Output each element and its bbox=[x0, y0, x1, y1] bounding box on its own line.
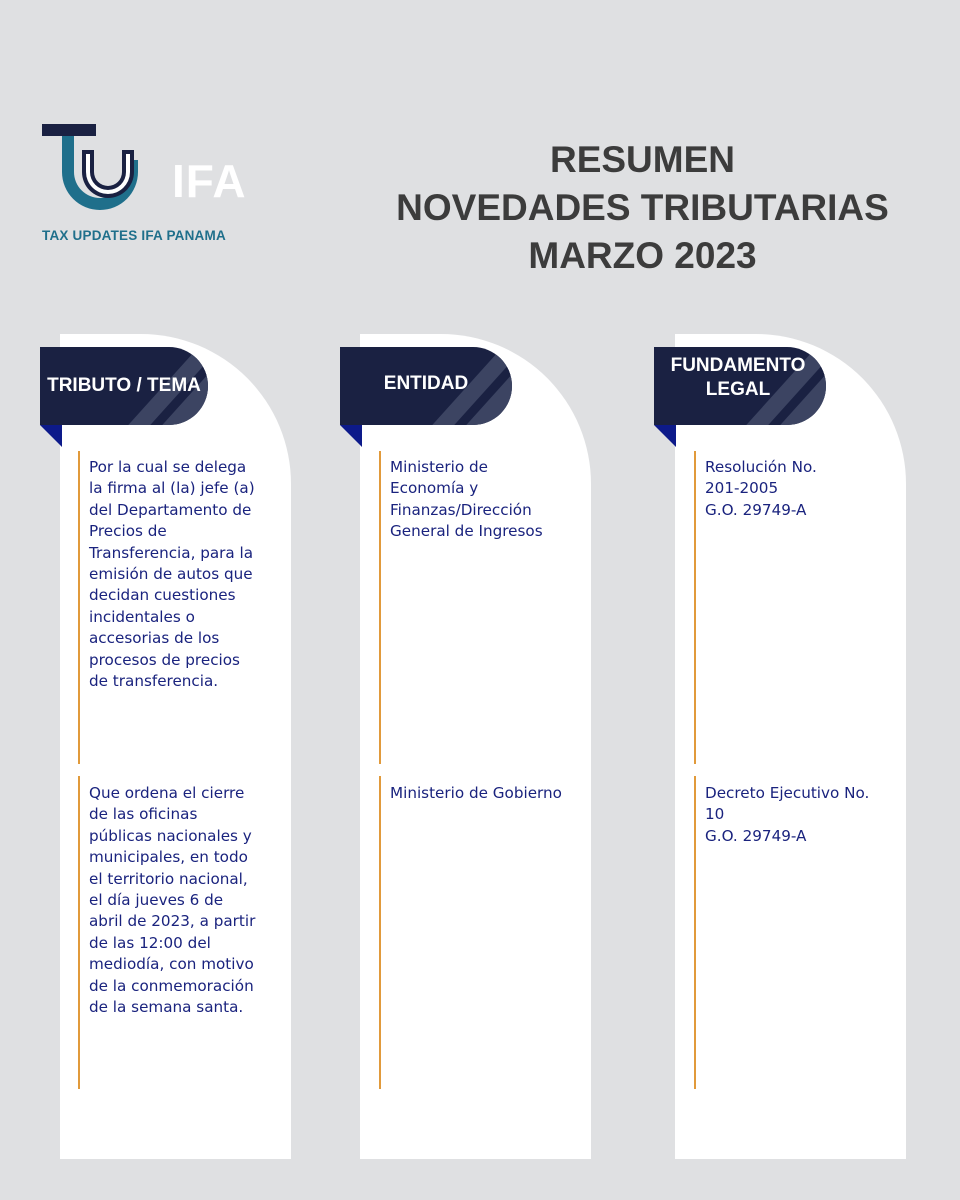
header-fold-entidad bbox=[340, 425, 362, 447]
table-cell bbox=[379, 451, 564, 764]
table-cell bbox=[379, 776, 564, 1089]
row-1-tema: Por la cual se delega la firma al (la) jefe (a) del Departamento de Precios de Transferencia, para la emisión de autos que decidan cuestiones incidentales o accesorias de los procesos de precios de transferencia. bbox=[89, 458, 255, 691]
table-cell bbox=[78, 451, 258, 764]
ifa-logo bbox=[38, 120, 268, 250]
header-badge-tema bbox=[40, 347, 208, 425]
table-cell bbox=[694, 451, 879, 764]
row-2-fundamento: Decreto Ejecutivo No. 10 G.O. 29749-A bbox=[705, 784, 870, 845]
header-label-entidad: ENTIDAD bbox=[383, 373, 469, 394]
row-2-entidad: Ministerio de Gobierno bbox=[390, 784, 562, 802]
header-fold-tema bbox=[40, 425, 62, 447]
header-label-tema: TRIBUTO / TEMA bbox=[47, 375, 201, 396]
title-line-2: NOVEDADES TRIBUTARIAS bbox=[396, 187, 889, 228]
row-1-fundamento: Resolución No. 201-2005 G.O. 29749-A bbox=[705, 458, 817, 519]
header-label-fundamento: FUNDAMENTO LEGAL bbox=[670, 355, 806, 400]
header-fold-fundamento bbox=[654, 425, 676, 447]
tu-monogram-icon bbox=[38, 120, 172, 226]
header-badge-entidad bbox=[340, 347, 512, 425]
table-cell bbox=[694, 776, 879, 1089]
table-cell bbox=[78, 776, 258, 1089]
page-title bbox=[370, 136, 915, 280]
logo-tagline: TAX UPDATES IFA PANAMA bbox=[42, 228, 226, 243]
row-1-entidad: Ministerio de Economía y Finanzas/Dirección General de Ingresos bbox=[390, 458, 543, 541]
title-line-1: RESUMEN bbox=[549, 139, 736, 180]
title-line-3: MARZO 2023 bbox=[528, 235, 757, 276]
logo-brand-text: IFA bbox=[172, 155, 247, 207]
header-badge-fundamento bbox=[654, 347, 826, 425]
row-2-tema: Que ordena el cierre de las oficinas públicas nacionales y municipales, en todo el territorio nacional, el día jueves 6 de abril de 2023, a partir de las 12:00 del mediodía, con motivo de la conmemoración de la semana santa. bbox=[89, 784, 256, 1017]
